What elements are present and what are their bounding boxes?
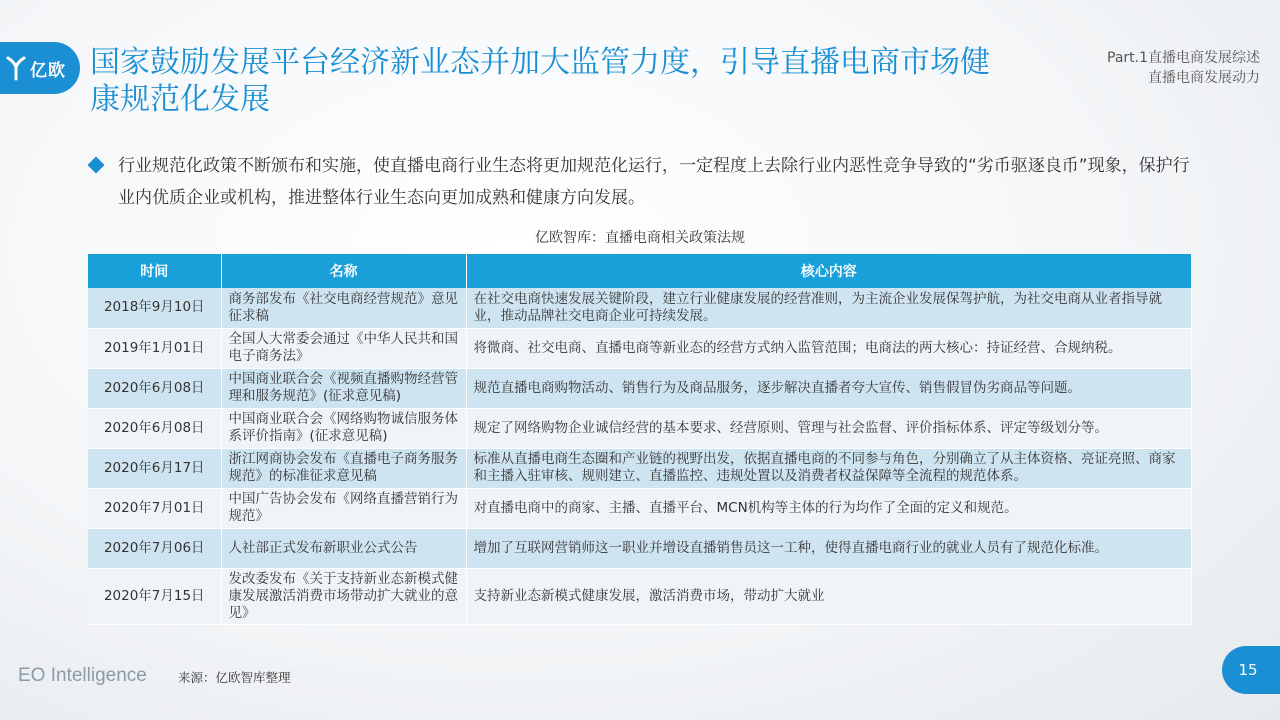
- logo-text: 亿欧: [30, 60, 66, 81]
- footer-source: 来源：亿欧智库整理: [178, 670, 291, 685]
- logo-y-icon: [6, 55, 26, 81]
- cell-name: 中国商业联合会《视频直播购物经营管理和服务规范》(征求意见稿): [221, 368, 466, 408]
- section-info: [1107, 48, 1260, 88]
- header-content: 核心内容: [466, 254, 1192, 288]
- logo-badge: [0, 42, 80, 94]
- cell-content: 在社交电商快速发展关键阶段，建立行业健康发展的经营准则，为主流企业发展保驾护航，为社交电商从业者指导就业，推动品牌社交电商企业可持续发展。: [466, 288, 1192, 328]
- cell-date: 2018年9月10日: [88, 288, 221, 328]
- cell-name: 发改委发布《关于支持新业态新模式健康发展激活消费市场带动扩大就业的意见》: [221, 568, 466, 624]
- page-number: 15: [1222, 646, 1280, 694]
- page-title: 国家鼓励发展平台经济新业态并加大监管力度，引导直播电商市场健康规范化发展: [90, 45, 990, 117]
- table-row: [88, 368, 1192, 408]
- footer-brand: EO Intelligence: [18, 665, 147, 686]
- cell-date: 2020年6月17日: [88, 448, 221, 488]
- cell-name: 浙江网商协会发布《直播电子商务服务规范》的标准征求意见稿: [221, 448, 466, 488]
- cell-content: 支持新业态新模式健康发展，激活消费市场，带动扩大就业: [466, 568, 1192, 624]
- diamond-bullet-icon: [88, 157, 105, 174]
- section-label: 直播电商发展动力: [1148, 70, 1260, 86]
- cell-date: 2019年1月01日: [88, 328, 221, 368]
- table-header-row: [88, 254, 1192, 288]
- table-row: [88, 288, 1192, 328]
- cell-content: 标准从直播电商生态圈和产业链的视野出发，依据直播电商的不同参与角色，分别确立了从主体资格、亮证亮照、商家和主播入驻审核、规则建立、直播监控、违规处置以及消费者权益保障等全流程的规范体系。: [466, 448, 1192, 488]
- cell-name: 商务部发布《社交电商经营规范》意见征求稿: [221, 288, 466, 328]
- cell-content: 规范直播电商购物活动、销售行为及商品服务，逐步解决直播者夸大宣传、销售假冒伪劣商品等问题。: [466, 368, 1192, 408]
- cell-content: 增加了互联网营销师这一职业并增设直播销售员这一工种，使得直播电商行业的就业人员有了规范化标准。: [466, 528, 1192, 568]
- header-date: 时间: [88, 254, 221, 288]
- cell-date: 2020年7月01日: [88, 488, 221, 528]
- table-row: [88, 448, 1192, 488]
- cell-content: 规定了网络购物企业诚信经营的基本要求、经营原则、管理与社会监督、评价指标体系、评定等级划分等。: [466, 408, 1192, 448]
- cell-name: 人社部正式发布新职业公式公告: [221, 528, 466, 568]
- policy-table: [88, 254, 1192, 625]
- table-row: [88, 488, 1192, 528]
- cell-date: 2020年6月08日: [88, 368, 221, 408]
- table-row: [88, 528, 1192, 568]
- part-label: Part.1直播电商发展综述: [1107, 50, 1260, 66]
- cell-date: 2020年7月06日: [88, 528, 221, 568]
- table-row: [88, 328, 1192, 368]
- table-caption: 亿欧智库：直播电商相关政策法规: [535, 230, 745, 246]
- summary-bullet: [88, 150, 1198, 214]
- cell-name: 全国人大常委会通过《中华人民共和国电子商务法》: [221, 328, 466, 368]
- header-name: 名称: [221, 254, 466, 288]
- cell-content: 对直播电商中的商家、主播、直播平台、MCN机构等主体的行为均作了全面的定义和规范。: [466, 488, 1192, 528]
- table-row: [88, 568, 1192, 624]
- cell-date: 2020年6月08日: [88, 408, 221, 448]
- table-row: [88, 408, 1192, 448]
- cell-content: 将微商、社交电商、直播电商等新业态的经营方式纳入监管范围；电商法的两大核心：持证经营、合规纳税。: [466, 328, 1192, 368]
- cell-name: 中国广告协会发布《网络直播营销行为规范》: [221, 488, 466, 528]
- cell-date: 2020年7月15日: [88, 568, 221, 624]
- cell-name: 中国商业联合会《网络购物诚信服务体系评价指南》(征求意见稿): [221, 408, 466, 448]
- summary-text: 行业规范化政策不断颁布和实施，使直播电商行业生态将更加规范化运行，一定程度上去除行业内恶性竞争导致的“劣币驱逐良币”现象，保护行业内优质企业或机构，推进整体行业生态向更加成熟和健康方向发展。: [118, 156, 1190, 208]
